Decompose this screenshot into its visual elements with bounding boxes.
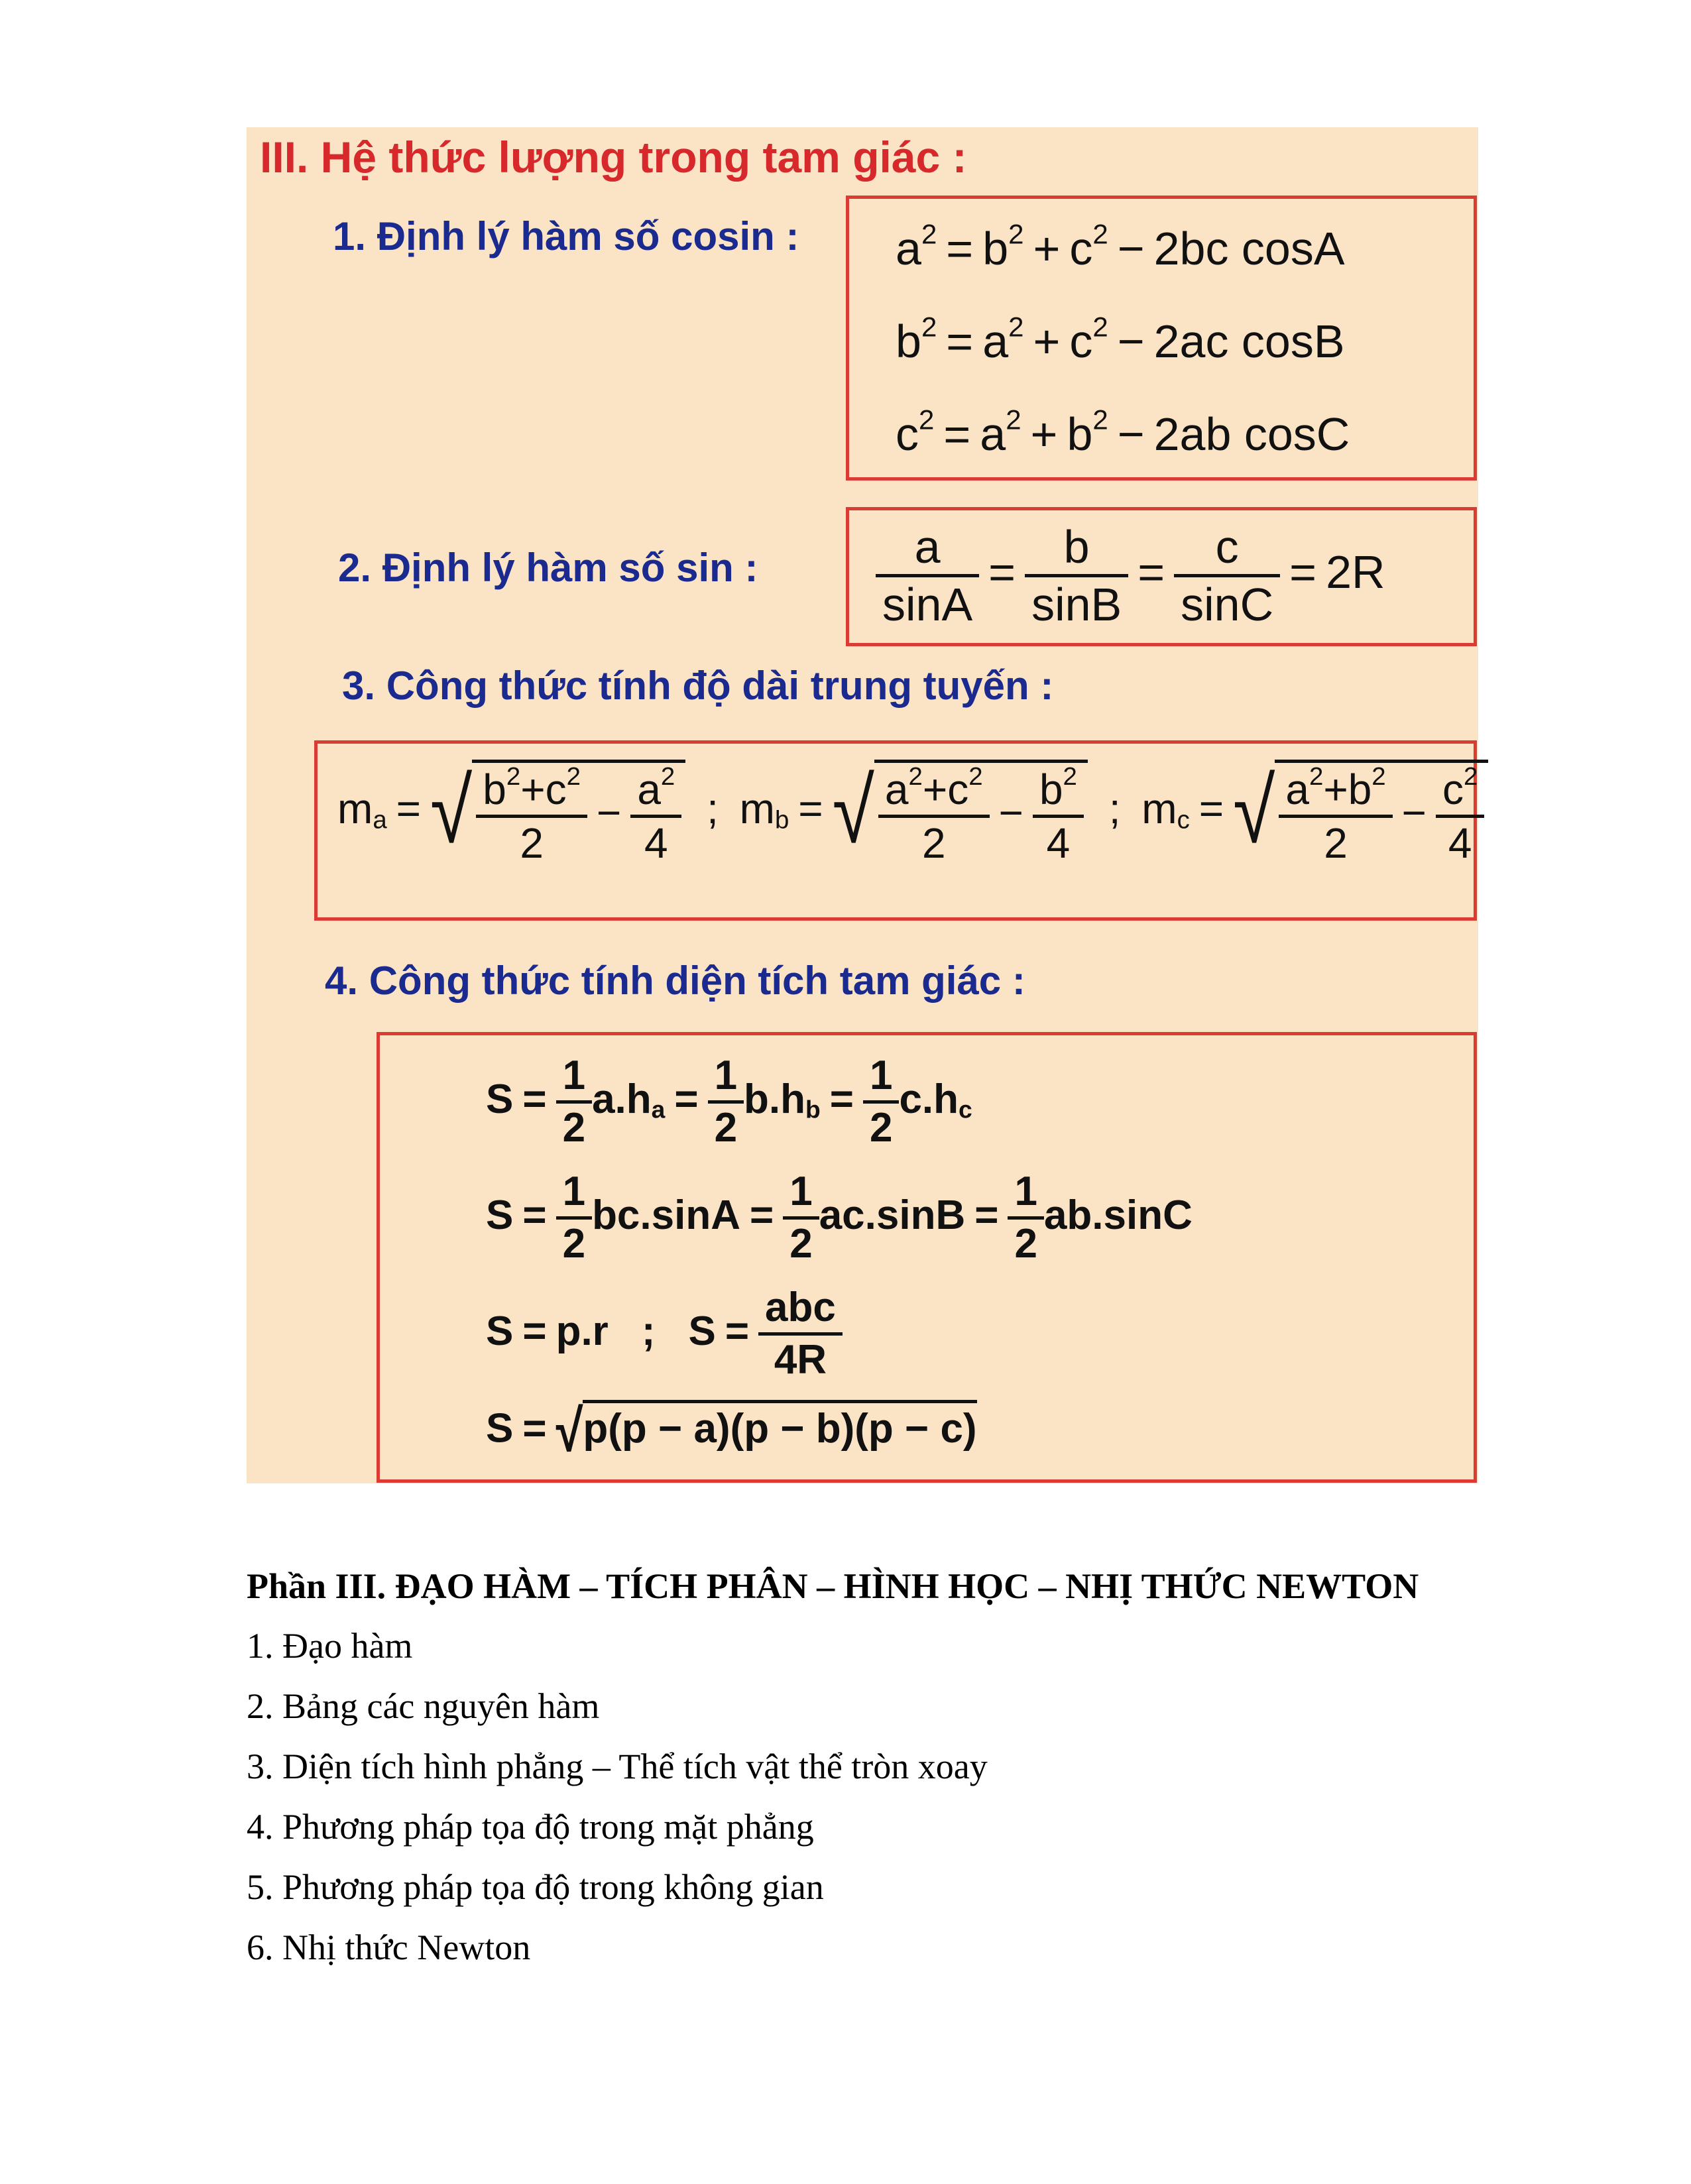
- cosine-formula-b: $b^2 = a^2 + c^2 - 2ac$ cosB: [896, 311, 1345, 367]
- list-item: 4. Phương pháp tọa độ trong mặt phẳng: [247, 1807, 814, 1847]
- area-box: [377, 1032, 1477, 1483]
- sine-formula: $\frac{a}{\sin A}$ = $\frac{b}{\sin B}$ = $\frac{c}{\sin C}$ = 2R: [876, 524, 1385, 628]
- formula-panel: [247, 127, 1478, 1483]
- area-formula-radius: S = p.r ; S = abc 4R: [486, 1287, 843, 1381]
- list-item: 6. Nhị thức Newton: [247, 1927, 531, 1967]
- section-cosine-label: 1. Định lý hàm số cosin :: [333, 214, 799, 259]
- area-formula-height: S = $\frac{1}{2}$ $a.h_a$ = $\frac{1}{2}$ $b.h_b$ = $\frac{1}{2}$ $c.h_c$: [486, 1053, 972, 1151]
- median-box: [314, 740, 1477, 921]
- section-area-label: 4. Công thức tính diện tích tam giác :: [325, 958, 1025, 1003]
- list-item: 2. Bảng các nguyên hàm: [247, 1686, 600, 1726]
- panel-title: III. Hệ thức lượng trong tam giác :: [260, 133, 967, 182]
- cosine-law-box: [846, 196, 1477, 481]
- median-formulas: $m_a$ = √ $\frac{b^2+c^2}{2}$ − $\frac{a^2}{4}$ ; $m_b$ = √ $\frac{a^2+c^2}{2}$ − $\frac{b^2}{4}$ ; $m_c$ = √ $\frac{a^2+b^2}{2}$ − $\frac{c^2}{4}$: [337, 760, 1488, 864]
- cosine-formula-c: $c^2 = a^2 + b^2 - 2ab$ cosC: [896, 404, 1350, 460]
- area-formula-heron: S = √p(p − a)(p − b)(p − c): [486, 1397, 977, 1464]
- list-item: 1. Đạo hàm: [247, 1626, 413, 1666]
- sine-law-box: [846, 507, 1477, 646]
- section-median-label: 3. Công thức tính độ dài trung tuyến :: [342, 663, 1054, 708]
- list-item: 3. Diện tích hình phẳng – Thể tích vật thể tròn xoay: [247, 1747, 988, 1786]
- section-heading: Phần III. ĐẠO HÀM – TÍCH PHÂN – HÌNH HỌC – NHỊ THỨC NEWTON: [247, 1566, 1419, 1606]
- section-sine-label: 2. Định lý hàm số sin :: [338, 546, 758, 590]
- cosine-formula-a: $a^2 = b^2 + c^2 - 2bc$ cosA: [896, 218, 1345, 274]
- area-formula-sine: S = $\frac{1}{2}$ bc.sinA = $\frac{1}{2}$ ac.sinB = $\frac{1}{2}$ ab.sinC: [486, 1169, 1193, 1267]
- list-item: 5. Phương pháp tọa độ trong không gian: [247, 1867, 824, 1907]
